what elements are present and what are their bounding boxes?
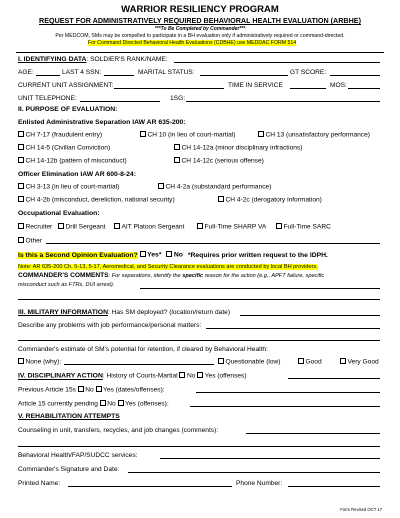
occupational-heading: Occupational Evaluation: — [18, 210, 100, 217]
checkbox-ch3-13[interactable] — [18, 183, 119, 191]
signature-label: Commander's Signature and Date: — [18, 466, 120, 473]
option-label: AIT Platoon Sergeant — [121, 223, 185, 231]
checkbox-ch10[interactable] — [140, 131, 235, 139]
military-info-row — [18, 309, 230, 316]
court-martial-label: : History of Courts-Martial — [102, 372, 178, 380]
counseling-label: Counseling in unit, transfers, recycles, and job changes (comments): — [18, 427, 219, 434]
option-label: CH 14-12b (pattern of misconduct) — [25, 157, 127, 165]
form-revised: Form Revised OCT 17 — [340, 507, 382, 512]
problems-field-2[interactable] — [18, 340, 380, 341]
yes-dates-label: Yes (dates/offenses): — [103, 386, 165, 394]
section-heading-rehabilitation: V. REHABILITATION ATTEMPTS — [18, 413, 120, 420]
checkbox-ch4-2b[interactable] — [18, 196, 175, 204]
checkbox-icon — [298, 358, 304, 364]
checkbox-ch4-2a[interactable] — [158, 183, 271, 191]
checkbox-icon-cm-no[interactable] — [179, 372, 185, 378]
option-label: Recruiter — [25, 223, 53, 231]
printed-name-label: Printed Name: — [18, 480, 61, 487]
checkbox-icon-no[interactable] — [166, 251, 172, 257]
comments-instruction-b: reason for the action (e.g., APFT failure, specific — [203, 273, 325, 279]
comments-field-2[interactable] — [18, 299, 380, 300]
checkbox-icon — [340, 358, 346, 364]
checkbox-icon — [18, 157, 24, 163]
option-label: Questionable (low) — [225, 358, 281, 366]
checkbox-ch14-5[interactable] — [18, 144, 110, 152]
checkbox-icon-pend-yes[interactable] — [118, 400, 124, 406]
comments-field-1[interactable] — [140, 288, 380, 289]
checkbox-icon-cm-yes[interactable] — [197, 372, 203, 378]
unit-assignment-label: CURRENT UNIT ASSIGNMENT: — [18, 82, 114, 89]
problems-label: Describe any problems with job performance/personal matters: — [18, 322, 202, 329]
second-opinion-row — [18, 251, 328, 259]
comments-instruction-a: : For separations, identify the — [108, 273, 183, 279]
first-sg-label: 1SG: — [170, 95, 186, 102]
bh-services-label: Behavioral Health/FAP/SUDCC services: — [18, 452, 138, 459]
unit-assignment-field[interactable] — [114, 88, 224, 89]
checkbox-ch14-12a[interactable] — [174, 144, 302, 152]
option-label: CH 14-12a (minor disciplinary infractions) — [181, 144, 303, 152]
option-label: Full-Time SHARP VA — [204, 223, 267, 231]
age-field[interactable] — [36, 75, 60, 76]
counseling-field-2[interactable] — [18, 446, 380, 447]
checkbox-drill-sergeant[interactable] — [58, 223, 105, 231]
no-label: No — [107, 400, 116, 408]
checkbox-sarc[interactable] — [276, 223, 331, 231]
option-label: Good — [305, 358, 322, 366]
signature-field[interactable] — [128, 472, 380, 473]
checkbox-icon — [258, 131, 264, 137]
previous-article15-row — [18, 386, 165, 394]
phone-label: Phone Number: — [236, 480, 283, 487]
mos-field[interactable] — [348, 88, 380, 89]
marital-field[interactable] — [200, 75, 288, 76]
option-label: CH 7-17 (fraudulent entry) — [25, 131, 103, 139]
deployed-label: : Has SM deployed? (location/return date) — [108, 309, 231, 316]
divider — [16, 52, 384, 53]
marital-label: MARITAL STATUS: — [138, 69, 195, 76]
other-field[interactable] — [46, 243, 380, 244]
checkbox-recruiter[interactable] — [18, 223, 52, 231]
commanders-comments-row — [18, 272, 324, 279]
no-label: No — [173, 251, 183, 259]
checkbox-icon — [140, 131, 146, 137]
comments-instruction-c: misconduct such as FTRs, DUI arrest). — [18, 282, 115, 288]
option-label: CH 14-12c (serious offense) — [181, 157, 264, 165]
checkbox-icon — [18, 131, 24, 137]
option-label: Full-Time SARC — [283, 223, 331, 231]
pending-article15-row — [18, 400, 169, 408]
unit-telephone-label: UNIT TELEPHONE: — [18, 95, 77, 102]
checkbox-ch7-17[interactable] — [18, 131, 102, 139]
completed-by-note: ***To Be Completed by Commander*** — [154, 26, 246, 32]
section-heading-military: III. MILITARY INFORMATION — [18, 309, 108, 316]
option-label: CH 4-2a (substandard performance) — [165, 183, 272, 191]
form-title: WARRIOR RESILIENCY PROGRAM — [121, 4, 279, 15]
last4-field[interactable] — [104, 75, 134, 76]
second-opinion-question: Is this a Second Opinion Evaluation? — [18, 251, 138, 259]
option-label: Other — [25, 237, 42, 245]
checkbox-icon — [18, 223, 24, 229]
checkbox-icon — [58, 223, 64, 229]
counseling-field[interactable] — [246, 433, 380, 434]
checkbox-icon — [18, 196, 24, 202]
option-label: CH 3-13 (in lieu of court-martial) — [25, 183, 120, 191]
pending-label: Article 15 currently pending — [18, 400, 98, 408]
first-sg-field[interactable] — [186, 101, 380, 102]
comments-instruction-specific: specific — [182, 273, 204, 279]
checkbox-sharp-va[interactable] — [197, 223, 266, 231]
yes-offenses-label: Yes (offenses) — [204, 372, 247, 380]
option-label: CH 4-2b (misconduct, dereliction, national security) — [25, 196, 175, 204]
option-label: Drill Sergeant — [65, 223, 106, 231]
enlisted-heading: Enlisted Administrative Separation IAW AR 635-200: — [18, 119, 186, 126]
cdbhe-note: For Command Directed Behavioral Health Evaluations (CDBHE) use MEDDAC FORM 514 — [88, 40, 297, 46]
none-why-field[interactable] — [64, 364, 214, 365]
printed-name-field[interactable] — [68, 486, 232, 487]
option-label: CH 4-2c (derogatory information) — [225, 196, 322, 204]
checkbox-questionable[interactable] — [218, 358, 280, 366]
option-label: CH 13 (unsatisfactory performance) — [265, 131, 370, 139]
age-label: AGE: — [18, 69, 34, 76]
ar-note: Note: AR 635-200 Ch. 5-13, 5-17, Aeromedical, and Security Clearance evaluations are conducted by local BH providers. — [18, 264, 318, 270]
second-opinion-note: *Requires prior written request to the IDPH. — [187, 251, 328, 259]
checkbox-none-why[interactable] — [18, 358, 61, 366]
form-subtitle: REQUEST FOR ADMINISTRATIVELY REQUIRED BEHAVIORAL HEALTH EVALUATION (ARBHE) — [39, 16, 361, 25]
last4-label: LAST 4 SSN: — [62, 69, 102, 76]
checkbox-other[interactable] — [18, 237, 42, 245]
time-in-service-label: TIME IN SERVICE — [228, 82, 283, 89]
yes-offenses-label: Yes (offenses): — [125, 400, 169, 408]
checkbox-icon — [158, 183, 164, 189]
medcom-note: Per MEDCOM, SMs may be compelled to participate in a BH evaluation only if administratively required or command-directed. — [55, 33, 345, 39]
soldier-name-field[interactable] — [174, 62, 380, 63]
checkbox-ch14-12b[interactable] — [18, 157, 127, 165]
checkbox-icon — [114, 223, 120, 229]
checkbox-icon — [18, 183, 24, 189]
unit-telephone-field[interactable] — [80, 101, 160, 102]
comments-label: COMMANDER'S COMMENTS — [18, 272, 109, 279]
section-heading-disciplinary: IV. DISCIPLINARY ACTION — [18, 372, 103, 380]
section-heading-purpose: II. PURPOSE OF EVALUATION: — [18, 106, 118, 113]
option-label: None (why): — [25, 358, 62, 366]
soldier-name-label: : SOLDIER'S RANK/NAME: — [86, 56, 168, 63]
checkbox-icon-yes[interactable] — [140, 251, 146, 257]
checkbox-icon — [18, 237, 24, 243]
disciplinary-row — [18, 372, 247, 380]
pending-field[interactable] — [190, 406, 380, 407]
section-heading-identifying: I. IDENTIFYING DATA — [18, 56, 87, 63]
checkbox-ch13[interactable] — [258, 131, 370, 139]
officer-heading: Officer Elimination IAW AR 600-8-24: — [18, 171, 136, 178]
no-label: No — [186, 372, 196, 380]
checkbox-good[interactable] — [298, 358, 322, 366]
previous-15s-label: Previous Article 15s — [18, 386, 76, 394]
checkbox-icon — [18, 358, 24, 364]
bh-services-field[interactable] — [160, 458, 380, 459]
checkbox-ait-platoon-sergeant[interactable] — [114, 223, 184, 231]
mos-label: MOS: — [330, 82, 347, 89]
option-label: CH 10 (in lieu of court-martial) — [147, 131, 236, 139]
checkbox-icon-pend-no[interactable] — [100, 400, 106, 406]
gt-score-field[interactable] — [330, 75, 380, 76]
checkbox-icon — [174, 144, 180, 150]
gt-score-label: GT SCORE: — [290, 69, 327, 76]
identifying-data-row — [18, 56, 168, 63]
problems-field[interactable] — [206, 328, 380, 329]
no-label: No — [85, 386, 94, 394]
deployed-field[interactable] — [240, 315, 380, 316]
time-in-service-field[interactable] — [290, 88, 326, 89]
previous-15s-field[interactable] — [196, 392, 380, 393]
checkbox-ch4-2c[interactable] — [218, 196, 322, 204]
checkbox-ch14-12c[interactable] — [174, 157, 264, 165]
checkbox-icon — [197, 223, 203, 229]
phone-field[interactable] — [288, 486, 380, 487]
option-label: Very Good — [347, 358, 379, 366]
checkbox-icon-p15-yes[interactable] — [96, 386, 102, 392]
option-label: CH 14-5 (Civilian Conviction) — [25, 144, 111, 152]
checkbox-icon — [18, 144, 24, 150]
yes-label: Yes* — [147, 251, 162, 259]
checkbox-very-good[interactable] — [340, 358, 379, 366]
checkbox-icon — [218, 196, 224, 202]
checkbox-icon — [276, 223, 282, 229]
checkbox-icon — [174, 157, 180, 163]
court-martial-field[interactable] — [288, 378, 380, 379]
checkbox-icon-p15-no[interactable] — [78, 386, 84, 392]
potential-label: Commander's estimate of SM's potential for retention, if cleared by Behavioral Health: — [18, 346, 268, 353]
checkbox-icon — [218, 358, 224, 364]
